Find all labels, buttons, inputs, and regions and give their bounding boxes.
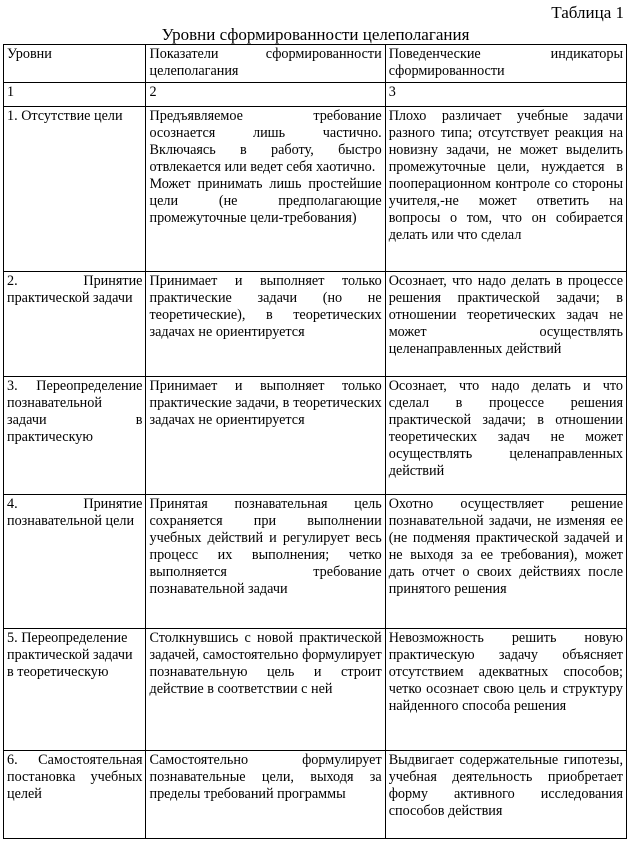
column-number-1: 1: [4, 83, 146, 107]
indicators-cell: Предъявляемое требование осознается лишь частично. Включаясь в работу, быстро отвлекается или ведет себя хаотично. Может принимать лишь простейшие цели (не предполагающие промежуточные цели-требования): [146, 107, 385, 272]
indicators-cell: Столкнувшись с новой практической задачей, самостоятельно формулирует познавательную цель и строит действие в соответствии с ней: [146, 629, 385, 750]
indicators-cell: Самостоятельно формулирует познавательные цели, выходя за пределы требований программы: [146, 750, 385, 838]
level-cell: 1. Отсутствие цели: [4, 107, 146, 272]
behavior-cell: Выдвигает содержательные гипотезы, учебная деятельность приобретает форму активного исследования способов действия: [385, 750, 626, 838]
level-cell: 2. Принятие практической задачи: [4, 271, 146, 376]
table-row: [4, 629, 627, 750]
table-row: [4, 494, 627, 629]
behavior-cell: Плохо различает учебные задачи разного типа; отсутствует реакция на новизну задачи, не может выделить промежуточные цели, нуждается в пооперационном контроле со стороны учителя,-не может ответить на вопросы о том, что он собирается делать или что сделал: [385, 107, 626, 272]
level-cell: 5. Переопределение практической задачи в теоретическую: [4, 629, 146, 750]
column-header-indicators: Показатели сформированности целеполагания: [146, 45, 385, 83]
indicators-cell: Принятая познавательная цель сохраняется при выполнении учебных действий и регулирует весь процесс их выполнения; четко выполняется требование познавательной задачи: [146, 494, 385, 629]
behavior-cell: Охотно осуществляет решение познавательной задачи, не изменяя ее (не подменяя практической задачей и не выходя за ее требования), может дать отчет о своих действиях после принятого решения: [385, 494, 626, 629]
level-cell: 4. Принятие познавательной цели: [4, 494, 146, 629]
column-number-3: 3: [385, 83, 626, 107]
behavior-cell: Осознает, что надо делать и что сделал в процессе решения практической задачи; в отношении теоретических задач не может осуществлять целенаправленных действий: [385, 377, 626, 494]
table-row: [4, 377, 627, 494]
level-cell: 3. Переопределение познавательной задачи в практическую: [4, 377, 146, 494]
column-numbers-row: [4, 83, 627, 107]
behavior-cell: Осознает, что надо делать в процессе решения практической задачи; в отношении теоретических задач не может осуществлять целенаправленных действий: [385, 271, 626, 376]
table-title: Уровни сформированности целеполагания: [161, 25, 470, 44]
indicators-cell: Принимает и выполняет только практические задачи, в теоретических задачах не ориентируется: [146, 377, 385, 494]
indicators-cell: Принимает и выполняет только практические задачи (но не теоретические), в теоретических задачах не ориентируется: [146, 271, 385, 376]
column-number-2: 2: [146, 83, 385, 107]
table-row: [4, 107, 627, 272]
behavior-cell: Невозможность решить новую практическую задачу объясняет отсутствием адекватных способов; четко осознает свою цель и структуру найденного способа решения: [385, 629, 626, 750]
table-number: Таблица 1: [551, 3, 624, 22]
column-header-levels: Уровни: [4, 45, 146, 83]
table-row: [4, 750, 627, 838]
column-header-behavior: Поведенческие индикаторы сформированности: [385, 45, 626, 83]
header-row: [4, 45, 627, 83]
table-row: [4, 271, 627, 376]
level-cell: 6. Самостоятельная постановка учебных целей: [4, 750, 146, 838]
goal-setting-levels-table: [3, 44, 627, 839]
